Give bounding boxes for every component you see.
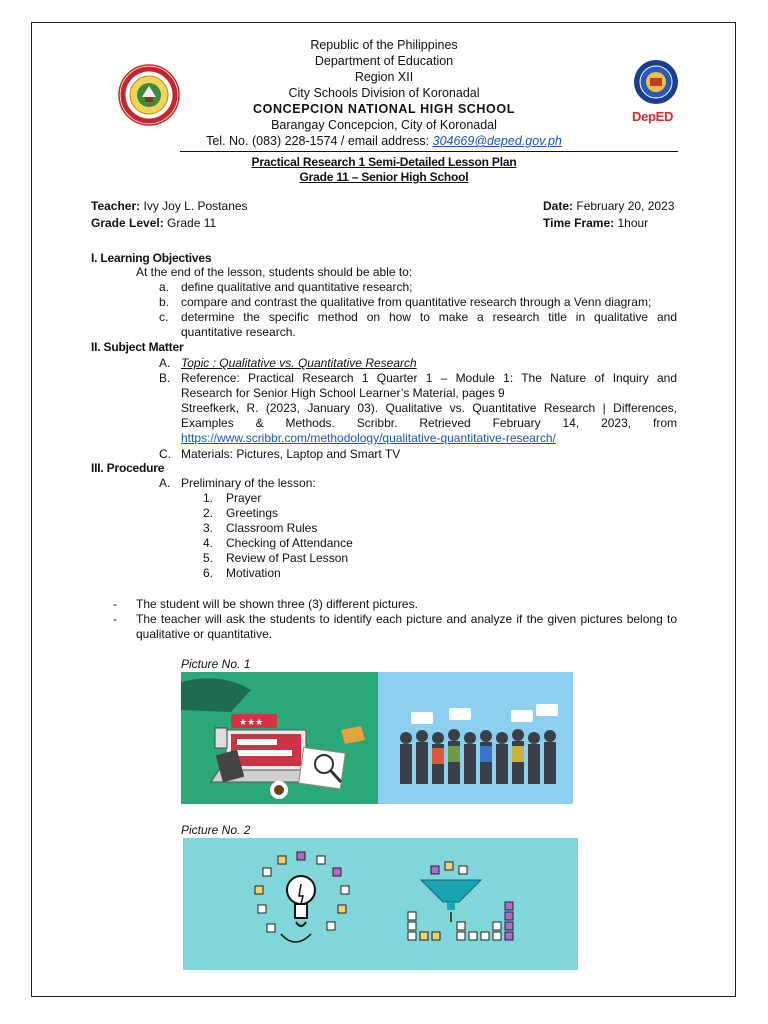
step-number: 4. xyxy=(203,536,214,550)
reference-url-link[interactable]: https://www.scribbr.com/methodology/qualitative-quantitative-research/ xyxy=(181,431,556,445)
lesson-title: Practical Research 1 Semi-Detailed Lesson Plan xyxy=(251,155,517,169)
teacher-row xyxy=(91,199,248,213)
step-number: 3. xyxy=(203,521,214,535)
subject-materials: Materials: Pictures, Laptop and Smart TV xyxy=(181,447,401,461)
grade-label: Grade Level: xyxy=(91,216,164,230)
step-number: 1. xyxy=(203,491,214,505)
subject-marker: C. xyxy=(159,447,171,461)
date-label: Date: xyxy=(543,199,574,213)
time-value: 1hour xyxy=(617,216,649,230)
procedure-heading: III. Procedure xyxy=(91,461,165,475)
step-item: Prayer xyxy=(226,491,262,505)
date-value: February 20, 2023 xyxy=(576,199,675,213)
reference-line3: Streefkerk, R. (2023, January 03). Qualitative vs. Quantitative Research | Differences, xyxy=(181,401,677,415)
subject-marker: B. xyxy=(159,371,171,385)
time-label: Time Frame: xyxy=(543,216,615,230)
header-region: Region XII xyxy=(354,70,414,84)
bullet-dash: - xyxy=(113,612,117,626)
grade-row xyxy=(91,216,216,230)
objectives-intro: At the end of the lesson, students should be able to: xyxy=(136,265,413,279)
subject-marker: A. xyxy=(159,356,171,370)
teacher-label: Teacher: xyxy=(91,199,141,213)
grade-value: Grade 11 xyxy=(167,216,217,230)
step-item: Greetings xyxy=(226,506,279,520)
step-item: Classroom Rules xyxy=(226,521,318,535)
picture-2-image xyxy=(183,838,578,970)
subject-topic: Topic : Qualitative vs. Quantitative Research xyxy=(181,356,417,370)
objective-marker: b. xyxy=(159,295,170,309)
procedure-marker: A. xyxy=(159,476,171,490)
reference-line1: Reference: Practical Research 1 Quarter 1 – Module 1: The Nature of Inquiry and xyxy=(181,371,677,385)
bullet-identify-line2: qualitative or quantitative. xyxy=(136,627,273,641)
picture-1-illustration xyxy=(181,672,573,804)
objective-marker: a. xyxy=(159,280,170,294)
objective-b: compare and contrast the qualitative from quantitative research through a Venn diagram; xyxy=(181,295,652,309)
picture-2-illustration xyxy=(183,838,578,970)
objective-marker: c. xyxy=(159,310,169,324)
step-number: 2. xyxy=(203,506,214,520)
step-item: Checking of Attendance xyxy=(226,536,353,550)
objective-a: define qualitative and quantitative research; xyxy=(181,280,413,294)
header-republic: Republic of the Philippines xyxy=(310,38,458,52)
picture-1-image xyxy=(181,672,573,804)
bullet-dash: - xyxy=(113,597,117,611)
svg-text:★★★: ★★★ xyxy=(239,717,264,727)
bullet-pictures: The student will be shown three (3) different pictures. xyxy=(136,597,418,611)
contact-line xyxy=(0,134,768,149)
step-item: Review of Past Lesson xyxy=(226,551,349,565)
objectives-heading: I. Learning Objectives xyxy=(91,251,212,265)
bullet-identify-line1: The teacher will ask the students to identify each picture and analyze if the given pictures belong to xyxy=(136,612,677,626)
school-address: Barangay Concepcion, City of Koronadal xyxy=(271,118,497,132)
lesson-subtitle: Grade 11 – Senior High School xyxy=(299,170,469,184)
step-number: 5. xyxy=(203,551,214,565)
reference-line4: Examples & Methods. Scribbr. Retrieved February 14, 2023, from xyxy=(181,416,677,430)
header-division: City Schools Division of Koronadal xyxy=(288,86,480,100)
step-item: Motivation xyxy=(226,566,281,580)
objective-c-line1: determine the specific method on how to make a research title in qualitative and xyxy=(181,310,677,324)
subject-heading: II. Subject Matter xyxy=(91,340,184,354)
header-divider xyxy=(180,151,678,152)
reference-line2: Research for Senior High School Learner’s Material, pages 9 xyxy=(181,386,505,400)
school-name: CONCEPCION NATIONAL HIGH SCHOOL xyxy=(253,102,515,116)
picture-1-caption: Picture No. 1 xyxy=(181,657,251,671)
date-row xyxy=(543,199,674,213)
procedure-prelim: Preliminary of the lesson: xyxy=(181,476,316,490)
contact-prefix: Tel. No. (083) 228-1574 / email address: xyxy=(206,134,433,148)
time-row xyxy=(543,216,648,230)
teacher-value: Ivy Joy L. Postanes xyxy=(143,199,248,213)
objective-c-line2: quantitative research. xyxy=(181,325,296,339)
picture-2-caption: Picture No. 2 xyxy=(181,823,251,837)
email-link[interactable]: 304669@deped.gov.ph xyxy=(432,134,562,148)
deped-wordmark: DepED xyxy=(632,109,674,124)
step-number: 6. xyxy=(203,566,214,580)
header-department: Department of Education xyxy=(314,54,454,68)
